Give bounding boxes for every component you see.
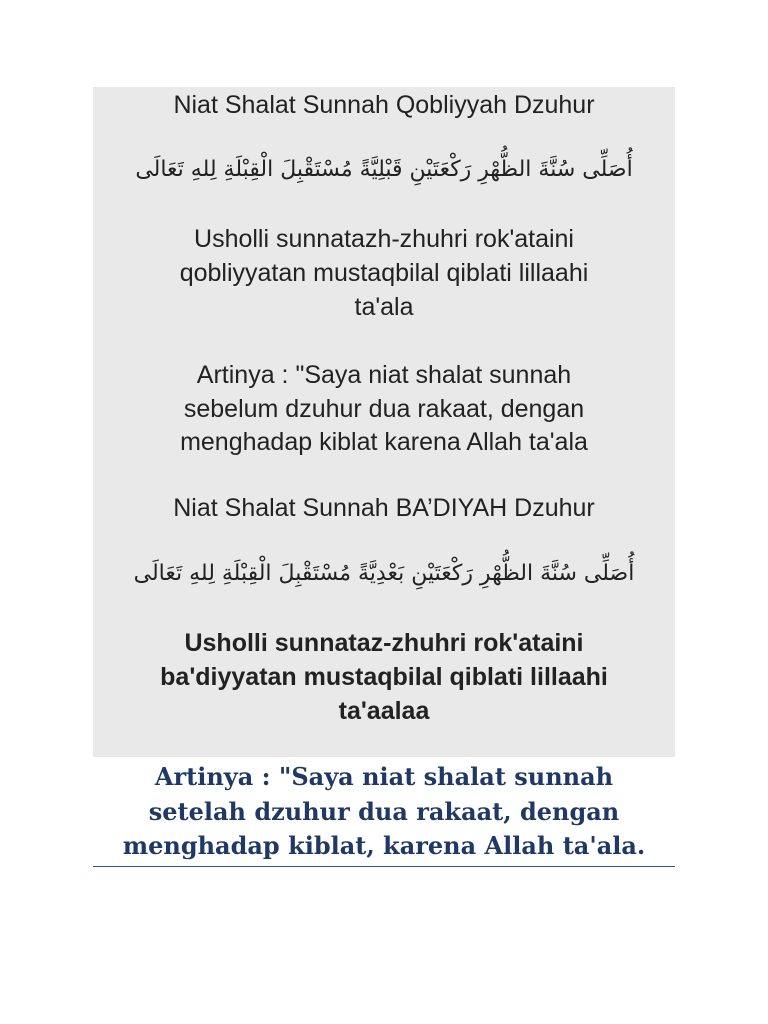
qobliyyah-latin-line-3: ta'ala [354, 293, 414, 321]
qobliyyah-meaning-line-2: sebelum dzuhur dua rakaat, dengan [183, 395, 585, 423]
qobliyyah-latin-line-1: Usholli sunnatazh-zhuhri rok'ataini [194, 225, 574, 253]
qobliyyah-meaning-line-1: Artinya : "Saya niat shalat sunnah [196, 361, 572, 389]
badiyah-latin-line-3: ta'aalaa [338, 697, 430, 725]
badiyah-meaning-line-3: menghadap kiblat, karena Allah ta'ala. [122, 831, 646, 860]
qobliyyah-title: Niat Shalat Sunnah Qobliyyah Dzuhur [173, 91, 595, 119]
badiyah-title: Niat Shalat Sunnah BA’DIYAH Dzuhur [173, 494, 595, 522]
qobliyyah-latin-line-2: qobliyyatan mustaqbilal qiblati lillaahi [179, 259, 589, 287]
badiyah-latin-line-2: ba'diyyatan mustaqbilal qiblati lillaahi [160, 663, 608, 691]
qobliyyah-arabic-text: أُصَلِّى سُنَّةَ الظُّهْرِ رَكْعَتَيْنِ قَبْلِيَّةً مُسْتَقْبِلَ الْقِبْلَةِ لِلهِ تَعَالَى [135, 157, 633, 182]
badiyah-meaning-line-2: setelah dzuhur dua rakaat, dengan [148, 797, 620, 826]
badiyah-latin-line-1: Usholli sunnataz-zhuhri rok'ataini [184, 629, 584, 657]
badiyah-arabic-text: أُصَلِّى سُنَّةَ الظُّهْرِ رَكْعَتَيْنِ بَعْدِيَّةً مُسْتَقْبِلَ الْقِبْلَةِ لِلهِ تَعَالَى [133, 561, 635, 586]
bottom-divider [93, 866, 675, 867]
badiyah-meaning-line-1: Artinya : "Saya niat shalat sunnah [154, 762, 614, 791]
qobliyyah-meaning-line-3: menghadap kiblat karena Allah ta'ala [180, 428, 588, 456]
